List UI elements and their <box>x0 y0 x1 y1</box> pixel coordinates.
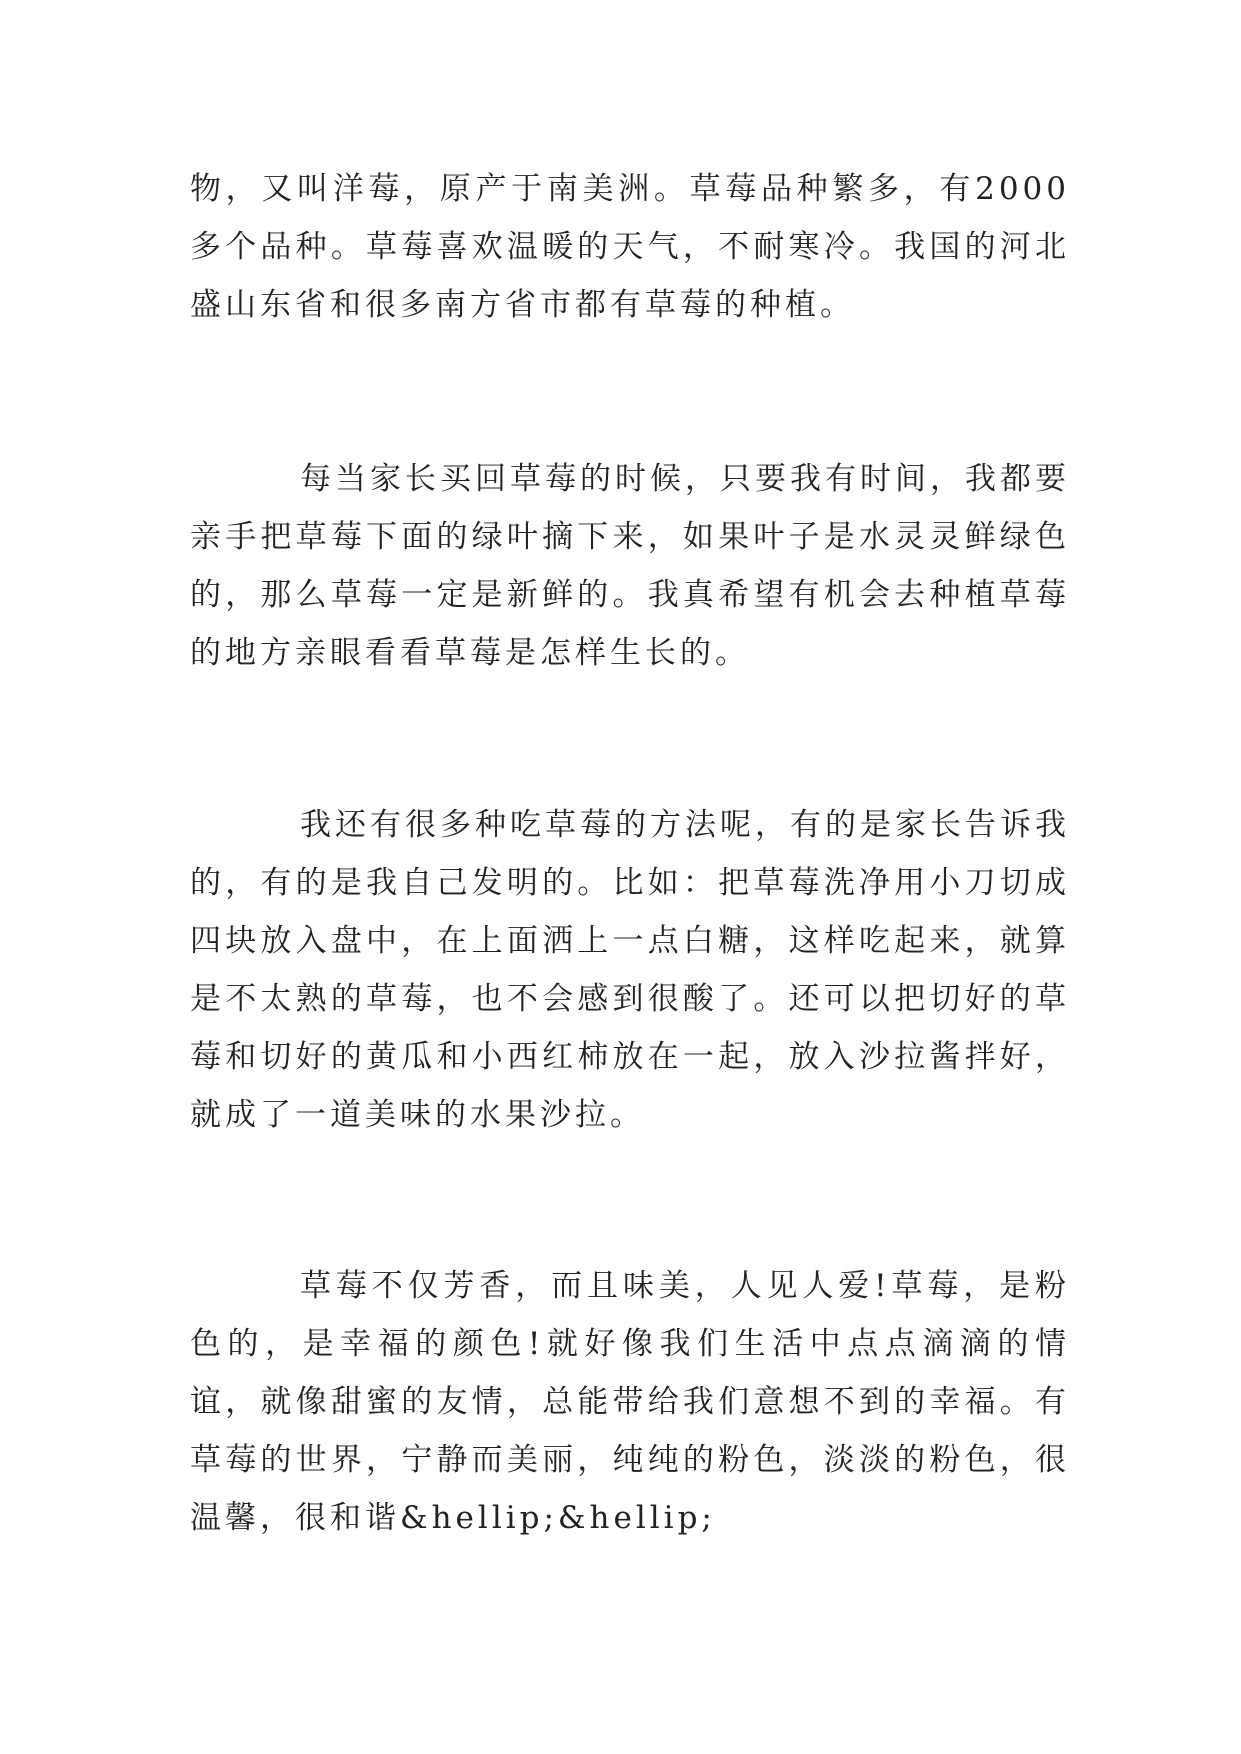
paragraph-2: 每当家长买回草莓的时候，只要我有时间，我都要亲手把草莓下面的绿叶摘下来，如果叶子是水灵灵鲜绿色的，那么草莓一定是新鲜的。我真希望有机会去种植草莓的地方亲眼看看草莓是怎样生长的。 <box>190 461 1070 671</box>
paragraph-1: 物，又叫洋莓，原产于南美洲。草莓品种繁多，有2000多个品种。草莓喜欢温暖的天气，不耐寒冷。我国的河北盛山东省和很多南方省市都有草莓的种植。 <box>190 171 1070 323</box>
paragraph-4: 草莓不仅芳香，而且味美，人见人爱!草莓，是粉色的，是幸福的颜色!就好像我们生活中点点滴滴的情谊，就像甜蜜的友情，总能带给我们意想不到的幸福。有草莓的世界，宁静而美丽，纯纯的粉色，淡淡的粉色，很温馨，很和谐&hellip;&hellip; <box>190 1268 1070 1536</box>
paragraph-3: 我还有很多种吃草莓的方法呢，有的是家长告诉我的，有的是我自己发明的。比如：把草莓洗净用小刀切成四块放入盘中，在上面洒上一点白糖，这样吃起来，就算是不太熟的草莓，也不会感到很酸了。还可以把切好的草莓和切好的黄瓜和小西红柿放在一起，放入沙拉酱拌好，就成了一道美味的水果沙拉。 <box>190 807 1070 1133</box>
